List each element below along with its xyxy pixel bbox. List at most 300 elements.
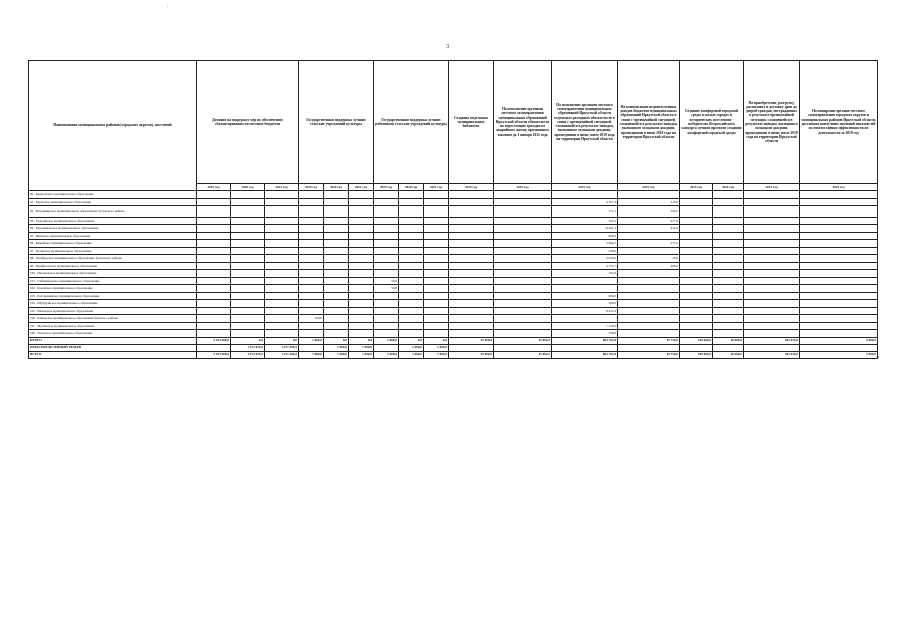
value-cell [299, 300, 324, 308]
header-housing: На исполнение органами местного самоуправления муниципальных образований Иркутской области обязательств по переселению граждан из аварийного жилья, признанного таковым до 1 января 2012 года [494, 61, 552, 184]
value-cell [424, 322, 449, 330]
row-name: 106 . Каменское муниципальное образование Чунского района [29, 315, 197, 323]
year-header: 2020 год [231, 184, 265, 191]
value-cell: 0,0 [324, 337, 349, 344]
header-emergency: На исполнение органами местного самоуправления муниципальных образований Иркутской области отдельных расходных обязательств в связи с чрезвычайной ситуацией, сложившейся в результате паводка, вызванного сильными дождями, прошедшими в июне, июле 2019 года на территории Иркутской области [552, 61, 618, 184]
value-cell [324, 255, 349, 263]
value-cell [299, 344, 324, 351]
value-cell [494, 240, 552, 248]
value-cell [424, 285, 449, 293]
value-cell [680, 217, 713, 225]
value-cell: 0,0 [424, 337, 449, 344]
value-cell [231, 322, 265, 330]
row-name: 91 . Бурятское муниципальное образование [29, 198, 197, 206]
row-name: 90 . Будаговское муниципальное образование [29, 191, 197, 199]
value-cell [713, 191, 744, 199]
table-row [29, 247, 878, 255]
value-cell [265, 300, 299, 308]
value-cell [680, 262, 713, 270]
row-name: 95 . Икейское муниципальное образование [29, 232, 197, 240]
value-cell: 25 894,3 [494, 351, 552, 358]
value-cell [800, 247, 878, 255]
value-cell: 864 702,8 [552, 351, 618, 358]
value-cell [265, 217, 299, 225]
value-cell: 2 302 000,0 [197, 351, 231, 358]
value-cell [231, 255, 265, 263]
value-cell: 160 000,0 [680, 337, 713, 344]
value-cell [374, 232, 399, 240]
value-cell [299, 240, 324, 248]
value-cell [449, 232, 494, 240]
value-cell [494, 330, 552, 338]
value-cell [231, 198, 265, 206]
value-cell [299, 270, 324, 278]
value-cell: 100,0 [299, 315, 324, 323]
value-cell [744, 285, 800, 293]
value-cell: 0,0 [349, 337, 374, 344]
value-cell [449, 225, 494, 233]
value-cell [324, 292, 349, 300]
value-cell [680, 247, 713, 255]
value-cell [449, 307, 494, 315]
value-cell [744, 307, 800, 315]
value-cell: 0,0 [399, 337, 424, 344]
value-cell [680, 344, 713, 351]
value-cell [349, 277, 374, 285]
value-cell [494, 198, 552, 206]
value-cell [374, 307, 399, 315]
value-cell [265, 292, 299, 300]
table-row [29, 217, 878, 225]
value-cell [324, 322, 349, 330]
value-cell [399, 191, 424, 199]
value-cell [449, 315, 494, 323]
row-name: 101 . Сибиряковское муниципальное образование [29, 277, 197, 285]
value-cell [399, 277, 424, 285]
value-cell [449, 330, 494, 338]
value-cell: 1 472 676,5 [231, 344, 265, 351]
value-cell: 1 000,0 [424, 344, 449, 351]
value-cell [744, 300, 800, 308]
table-row [29, 270, 878, 278]
value-cell [349, 247, 374, 255]
value-cell [800, 232, 878, 240]
row-name: 103 . Бахтарминское муниципальное образование [29, 292, 197, 300]
value-cell [800, 330, 878, 338]
value-cell [800, 206, 878, 218]
value-cell [231, 232, 265, 240]
value-cell [197, 322, 231, 330]
value-cell [197, 300, 231, 308]
value-cell [231, 315, 265, 323]
value-cell [349, 307, 374, 315]
value-cell [299, 322, 324, 330]
value-cell [424, 198, 449, 206]
value-cell [265, 262, 299, 270]
year-header: 2021 год [265, 184, 299, 191]
value-cell [680, 206, 713, 218]
value-cell [800, 322, 878, 330]
value-cell [494, 285, 552, 293]
value-cell: 345,0 [618, 206, 680, 218]
value-cell [713, 322, 744, 330]
value-cell [800, 270, 878, 278]
row-name: 97 . Котикское муниципальное образование [29, 247, 197, 255]
value-cell [713, 217, 744, 225]
value-cell: 864 702,8 [552, 337, 618, 344]
value-cell [299, 307, 324, 315]
value-cell [680, 315, 713, 323]
value-cell [680, 198, 713, 206]
value-cell [324, 300, 349, 308]
value-cell [399, 262, 424, 270]
value-cell [494, 300, 552, 308]
value-cell [744, 225, 800, 233]
value-cell [449, 300, 494, 308]
value-cell [800, 217, 878, 225]
value-cell: 1 471 496,5 [265, 344, 299, 351]
value-cell [680, 330, 713, 338]
year-header: 2021 год [349, 184, 374, 191]
end-mark: » [877, 355, 880, 360]
value-cell [449, 285, 494, 293]
value-cell: 20,0 [618, 255, 680, 263]
value-cell [680, 322, 713, 330]
page-number: 3 [446, 44, 449, 50]
value-cell [197, 240, 231, 248]
value-cell [744, 277, 800, 285]
value-cell: 708,0 [552, 330, 618, 338]
value-cell [424, 247, 449, 255]
value-cell [324, 330, 349, 338]
value-cell [494, 292, 552, 300]
value-cell [349, 330, 374, 338]
value-cell: 25 894,3 [494, 337, 552, 344]
value-cell [424, 270, 449, 278]
row-name: 105 . Вяземское муниципальное образование [29, 307, 197, 315]
value-cell [713, 225, 744, 233]
header-name: Наименование муниципальных районов (городских округов), поселений [29, 61, 197, 191]
value-cell [374, 322, 399, 330]
value-cell: 35 000,0 [449, 337, 494, 344]
value-cell [324, 315, 349, 323]
value-cell [349, 232, 374, 240]
table-row [29, 292, 878, 300]
value-cell [552, 277, 618, 285]
value-cell [197, 270, 231, 278]
value-cell: 1 000,0 [349, 344, 374, 351]
value-cell [494, 247, 552, 255]
table-row [29, 262, 878, 270]
value-cell [424, 315, 449, 323]
value-cell: 612,0 [618, 225, 680, 233]
value-cell [197, 277, 231, 285]
value-cell [231, 217, 265, 225]
value-cell [449, 277, 494, 285]
value-cell [424, 206, 449, 218]
value-cell: 2 020,0 [552, 255, 618, 263]
value-cell [449, 206, 494, 218]
value-cell [374, 292, 399, 300]
value-cell [374, 191, 399, 199]
value-cell [618, 191, 680, 199]
table-row [29, 315, 878, 323]
value-cell [800, 315, 878, 323]
value-cell [713, 330, 744, 338]
value-cell [618, 344, 680, 351]
value-cell [399, 217, 424, 225]
value-cell [713, 292, 744, 300]
value-cell [552, 191, 618, 199]
value-cell [299, 292, 324, 300]
value-cell [299, 247, 324, 255]
value-cell: 49 730,0 [618, 337, 680, 344]
value-cell [265, 277, 299, 285]
value-cell [494, 262, 552, 270]
value-cell [449, 198, 494, 206]
header-support-workers: Государственная поддержка лучших работников сельских учреждений культуры [374, 61, 449, 184]
value-cell [324, 206, 349, 218]
value-cell: 966,3 [552, 232, 618, 240]
value-cell [680, 285, 713, 293]
value-cell [399, 307, 424, 315]
value-cell [197, 344, 231, 351]
value-cell [299, 191, 324, 199]
value-cell [494, 225, 552, 233]
value-cell [324, 307, 349, 315]
value-cell [494, 206, 552, 218]
value-cell [494, 232, 552, 240]
value-cell [618, 307, 680, 315]
row-name: 99 . Перфиловское муниципальное образование [29, 262, 197, 270]
value-cell [349, 240, 374, 248]
year-header: 2020 год [399, 184, 424, 191]
value-cell [265, 206, 299, 218]
year-header: 2019 год [800, 184, 878, 191]
value-cell [680, 225, 713, 233]
value-cell [231, 277, 265, 285]
value-cell [197, 255, 231, 263]
value-cell [680, 307, 713, 315]
value-cell [680, 240, 713, 248]
value-cell [399, 240, 424, 248]
value-cell [424, 307, 449, 315]
value-cell [231, 191, 265, 199]
value-cell [424, 330, 449, 338]
value-cell [265, 232, 299, 240]
value-cell [713, 255, 744, 263]
value-cell [265, 322, 299, 330]
year-header: 2019 год [449, 184, 494, 191]
value-cell [618, 270, 680, 278]
value-cell [744, 217, 800, 225]
value-cell [680, 232, 713, 240]
row-name: 108 . Осинское муниципальное образование [29, 330, 197, 338]
value-cell [713, 247, 744, 255]
value-cell [494, 344, 552, 351]
value-cell [299, 285, 324, 293]
year-header: 2019 год [618, 184, 680, 191]
value-cell [399, 225, 424, 233]
value-cell [713, 198, 744, 206]
value-cell [197, 285, 231, 293]
table-row [29, 300, 878, 308]
value-cell [265, 255, 299, 263]
value-cell [618, 315, 680, 323]
value-cell [299, 262, 324, 270]
value-cell [324, 191, 349, 199]
value-cell [399, 232, 424, 240]
value-cell: 1 000,0 [399, 344, 424, 351]
value-cell [197, 330, 231, 338]
value-cell [449, 247, 494, 255]
value-cell [399, 315, 424, 323]
value-cell: 536,0 [552, 247, 618, 255]
value-cell [449, 270, 494, 278]
value-cell [197, 206, 231, 218]
value-cell [231, 262, 265, 270]
row-name: 104 . Шубурайское муниципальное образование [29, 300, 197, 308]
value-cell [374, 206, 399, 218]
value-cell: 5 000,0 [800, 337, 878, 344]
value-cell [618, 285, 680, 293]
value-cell [299, 206, 324, 218]
value-cell: 5 000,0 [800, 351, 878, 358]
value-cell [265, 225, 299, 233]
value-cell: 906,0 [552, 292, 618, 300]
value-cell [349, 285, 374, 293]
row-name: 100 . Писаревское муниципальное образование [29, 270, 197, 278]
value-cell [744, 292, 800, 300]
value-cell [744, 247, 800, 255]
value-cell: 160 000,0 [680, 351, 713, 358]
value-cell [800, 262, 878, 270]
value-cell [324, 285, 349, 293]
value-cell [265, 247, 299, 255]
value-cell [197, 247, 231, 255]
year-header: 2020 год [324, 184, 349, 191]
table-row [29, 232, 878, 240]
value-cell [680, 300, 713, 308]
value-cell [399, 198, 424, 206]
value-cell [713, 277, 744, 285]
value-cell [265, 285, 299, 293]
value-cell [424, 217, 449, 225]
value-cell [618, 247, 680, 255]
year-header: 2019 год [299, 184, 324, 191]
value-cell [349, 198, 374, 206]
value-cell [197, 191, 231, 199]
table-row [29, 255, 878, 263]
value-cell [265, 315, 299, 323]
value-cell: 50,0 [374, 285, 399, 293]
value-cell [349, 315, 374, 323]
table-row [29, 330, 878, 338]
table-row [29, 322, 878, 330]
value-cell [680, 270, 713, 278]
value-cell [713, 315, 744, 323]
value-cell [618, 232, 680, 240]
value-cell [324, 198, 349, 206]
value-cell [324, 240, 349, 248]
value-cell [424, 262, 449, 270]
value-cell [552, 285, 618, 293]
value-cell [374, 315, 399, 323]
value-cell [349, 322, 374, 330]
value-cell [800, 300, 878, 308]
value-cell [744, 330, 800, 338]
total-row [29, 351, 878, 358]
table-row [29, 285, 878, 293]
value-cell [374, 270, 399, 278]
value-cell [680, 191, 713, 199]
value-cell [713, 300, 744, 308]
value-cell [680, 277, 713, 285]
value-cell [494, 322, 552, 330]
value-cell [744, 232, 800, 240]
value-cell [449, 292, 494, 300]
value-cell: 8 412,4 [552, 307, 618, 315]
value-cell [231, 206, 265, 218]
value-cell [231, 270, 265, 278]
value-cell [231, 247, 265, 255]
value-cell [349, 217, 374, 225]
value-cell [618, 330, 680, 338]
value-cell [265, 191, 299, 199]
value-cell: 1 000,0 [299, 337, 324, 344]
value-cell [744, 255, 800, 263]
value-cell [349, 206, 374, 218]
row-name: 96 . Кирейское муниципальное образование [29, 240, 197, 248]
stray-mark: . [167, 4, 169, 9]
value-cell [424, 225, 449, 233]
value-cell [424, 300, 449, 308]
value-cell [324, 270, 349, 278]
value-cell [800, 198, 878, 206]
value-cell [449, 262, 494, 270]
value-cell [424, 232, 449, 240]
value-cell [424, 292, 449, 300]
total-row [29, 344, 878, 351]
value-cell [713, 262, 744, 270]
value-cell [449, 191, 494, 199]
value-cell [197, 217, 231, 225]
value-cell: 14 041,1 [552, 225, 618, 233]
value-cell [618, 292, 680, 300]
value-cell [494, 217, 552, 225]
table-row [29, 191, 878, 199]
value-cell [744, 206, 800, 218]
row-name: 92 . Владимирское муниципальное образование Тулунского района [29, 206, 197, 218]
value-cell [374, 225, 399, 233]
value-cell [299, 225, 324, 233]
value-cell: 46 000,0 [713, 351, 744, 358]
value-cell: 702,0 [552, 270, 618, 278]
value-cell: 282 039,8 [744, 337, 800, 344]
value-cell [713, 206, 744, 218]
value-cell [399, 255, 424, 263]
value-cell [299, 255, 324, 263]
value-cell: 1 000,0 [324, 351, 349, 358]
value-cell [494, 255, 552, 263]
value-cell [399, 322, 424, 330]
value-cell [299, 198, 324, 206]
value-cell: 477,9 [618, 217, 680, 225]
value-cell [197, 198, 231, 206]
value-cell [299, 330, 324, 338]
value-cell [399, 206, 424, 218]
value-cell [374, 262, 399, 270]
